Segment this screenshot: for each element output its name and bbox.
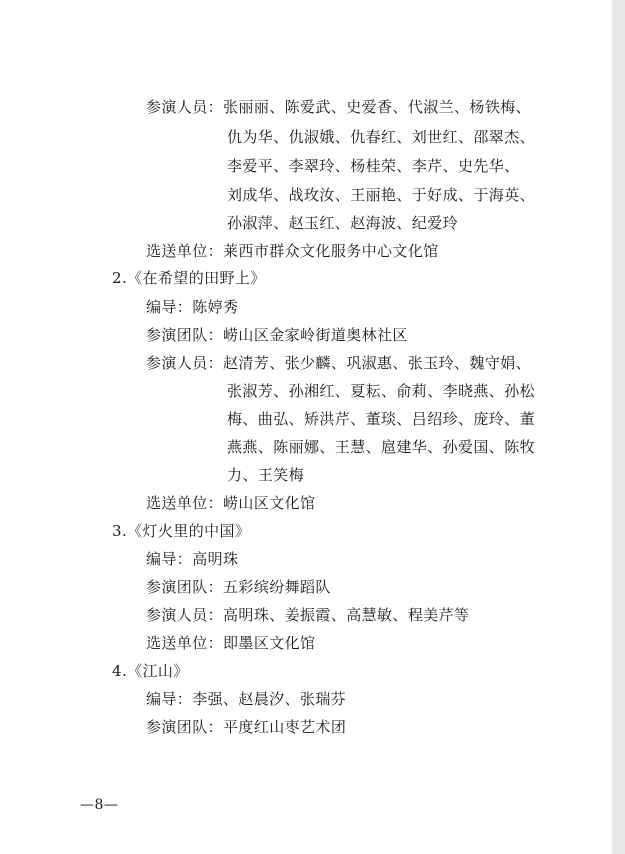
e3-team-row (146, 577, 331, 597)
e2-team-row (146, 325, 408, 345)
e2-director-row (146, 297, 238, 317)
e3-cast-row (146, 605, 469, 625)
e2-cast-label: 参演人员： (146, 354, 224, 372)
e2-cast-line-4: 燕燕、陈丽娜、王慧、扈建华、孙爱国、陈牧 (227, 438, 536, 456)
e2-cast-line-2: 张淑芳、孙湘红、夏耘、俞莉、李晓燕、孙松 (227, 382, 536, 400)
e1-cast-line-2: 仇为华、仇淑娥、仇春红、刘世红、邵翠杰、 (227, 128, 536, 146)
e3-director-label: 编导： (146, 550, 193, 568)
e4-team: 平度红山枣艺术团 (223, 718, 347, 736)
e1-unit-row (146, 241, 439, 261)
e2-team-label: 参演团队： (146, 326, 224, 344)
e1-unit: 莱西市群众文化服务中心文化馆 (223, 242, 439, 260)
e4-title: 4.《江山》 (112, 662, 189, 680)
e3-cast: 高明珠、姜振霞、高慧敏、程美芹等 (223, 606, 470, 624)
e2-director-label: 编导： (146, 298, 193, 316)
e3-director-row (146, 549, 238, 569)
e1-cast-label: 参演人员： (146, 98, 224, 116)
e1-cast-line-1: 张丽丽、陈爱武、史爱香、代淑兰、杨铁梅、 (223, 98, 532, 116)
e4-team-row (146, 717, 346, 737)
e3-cast-label: 参演人员： (146, 606, 224, 624)
e2-unit: 崂山区文化馆 (223, 494, 316, 512)
e3-unit: 即墨区文化馆 (223, 634, 316, 652)
e4-team-label: 参演团队： (146, 718, 224, 736)
e2-cast-line-1: 赵清芳、张少麟、巩淑惠、张玉玲、魏守娟、 (223, 354, 532, 372)
e2-unit-row (146, 493, 315, 513)
e2-team: 崂山区金家岭街道奥林社区 (223, 326, 408, 344)
e2-director: 陈婷秀 (192, 298, 239, 316)
page-number: —8— (80, 797, 119, 813)
e4-director-row (146, 689, 346, 709)
e1-cast-line-4: 刘成华、战玫汝、王丽艳、于好成、于海英、 (227, 186, 536, 204)
e3-team-label: 参演团队： (146, 578, 224, 596)
e1-cast-line-3: 李爱平、李翠玲、杨桂荣、李芹、史先华、 (227, 157, 520, 175)
e1-unit-label: 选送单位： (146, 242, 224, 260)
e3-team: 五彩缤纷舞蹈队 (223, 578, 331, 596)
e2-cast-line-5: 力、王笑梅 (227, 466, 305, 484)
e4-director: 李强、赵晨汐、张瑞芬 (192, 690, 347, 708)
e3-director: 高明珠 (192, 550, 239, 568)
e2-cast-line-3: 梅、曲弘、矫洪芹、董琰、吕绍珍、庞玲、董 (227, 410, 536, 428)
e3-title: 3.《灯火里的中国》 (112, 522, 251, 540)
e3-unit-label: 选送单位： (146, 634, 224, 652)
e2-title: 2.《在希望的田野上》 (112, 269, 266, 287)
e4-director-label: 编导： (146, 690, 193, 708)
e1-cast-line-5: 孙淑萍、赵玉红、赵海波、纪爱玲 (227, 214, 459, 232)
e3-unit-row (146, 633, 315, 653)
e1-cast-row (146, 97, 531, 117)
e2-cast-row (146, 353, 531, 373)
e2-unit-label: 选送单位： (146, 494, 224, 512)
viewer-side-strip (612, 0, 625, 854)
